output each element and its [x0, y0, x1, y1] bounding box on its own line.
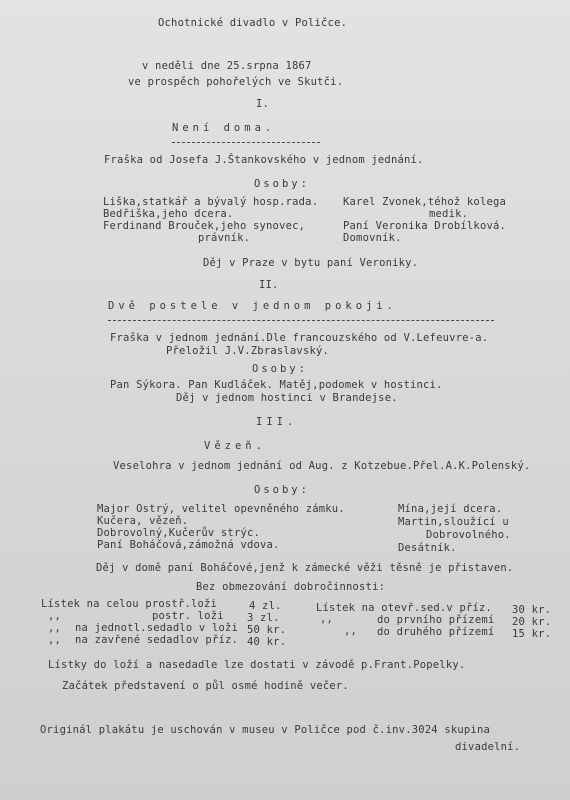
play3-cast-left-2: Dobrovolný,Kučerův strýc.	[97, 527, 261, 539]
price-left-value-3: 40 kr.	[247, 636, 287, 648]
play2-setting: Děj v jednom hostinci v Brandejse.	[176, 392, 398, 404]
play1-cast-left-1: Bedřiška,jeho dcera.	[103, 208, 234, 220]
play1-title: Není doma.	[172, 122, 276, 134]
play1-title-rule	[172, 142, 320, 143]
play1-cast-left-2: Ferdinand Brouček,jeho synovec,	[103, 220, 306, 232]
price-right-value-1: 20 kr.	[512, 616, 552, 628]
price-left-label-0: Lístek na celou prostř.loži	[41, 598, 218, 610]
play1-description: Fraška od Josefa J.Štankovského v jednom jednání.	[104, 154, 424, 166]
prices-heading: Bez obmezování dobročinnosti:	[196, 581, 386, 593]
price-left-label-2: na jednotl.sedadlo v loži	[75, 622, 239, 634]
play3-numeral: III.	[256, 416, 298, 428]
play3-cast-right-3: Desátník.	[398, 542, 457, 554]
price-right-label-0: Lístek na otevř.sed.v příz.	[316, 602, 493, 614]
archive-note-line2: divadelní.	[455, 741, 521, 753]
tickets-note: Lístky do loží a nasedadle lze dostati v závodě p.Frant.Popelky.	[48, 659, 466, 671]
price-left-label-1: postr. loži	[152, 610, 224, 622]
play2-numeral: II.	[259, 279, 279, 291]
play2-title-rule	[108, 320, 494, 321]
play1-numeral: I.	[256, 98, 270, 110]
play1-cast-right-1: medik.	[429, 208, 469, 220]
play3-setting: Děj v domě paní Boháčové,jenž k zámecké věži těsně je přistaven.	[96, 562, 514, 574]
ditto-mark-3: ,,	[48, 634, 62, 646]
play3-cast-right-0: Mína,její dcera.	[398, 503, 503, 515]
play3-cast-left-3: Paní Boháčová,zámožná vdova.	[97, 539, 280, 551]
ditto-mark-2: ,,	[48, 622, 62, 634]
theatre-title: Ochotnické divadlo v Poličce.	[158, 17, 348, 29]
play1-cast-left-3: právník.	[198, 232, 251, 244]
play3-cast-left-1: Kučera, vězeň.	[97, 515, 189, 527]
start-note: Začátek představení o půl osmé hodině večer.	[62, 680, 349, 692]
price-right-value-0: 30 kr.	[512, 604, 552, 616]
benefit-line: ve prospěch pohořelých ve Skutči.	[128, 76, 344, 88]
play1-cast-left-0: Liška,statkář a bývalý hosp.rada.	[103, 196, 319, 208]
play3-cast-right-2: Dobrovolného.	[426, 529, 511, 541]
play1-cast-right-0: Karel Zvonek,téhož kolega	[343, 196, 507, 208]
play1-cast-heading: Osoby:	[254, 178, 310, 190]
play3-cast-right-1: Martin,sloužící u	[398, 516, 509, 528]
ditto-mark-5: ,,	[344, 625, 358, 637]
play3-title: Vězeň.	[204, 440, 266, 452]
price-right-label-2: do druhého přízemí	[377, 626, 495, 638]
performance-date: v neděli dne 25.srpna 1867	[142, 60, 312, 72]
price-left-value-1: 3 zl.	[247, 612, 280, 624]
play2-translator: Přeložil J.V.Zbraslavský.	[166, 345, 330, 357]
play2-description: Fraška v jednom jednání.Dle francouzského od V.Lefeuvre-a.	[110, 332, 489, 344]
price-right-label-1: do prvního přízemí	[377, 614, 495, 626]
play2-title: Dvě postele v jednom pokoji.	[108, 300, 398, 312]
play2-cast: Pan Sýkora. Pan Kudláček. Matěj,podomek v hostinci.	[110, 379, 443, 391]
archive-note-line1: Originál plakátu je uschován v museu v Poličce pod č.inv.3024 skupina	[40, 724, 490, 736]
play3-cast-heading: Osoby:	[254, 484, 310, 496]
play1-setting: Děj v Praze v bytu paní Veroniky.	[203, 257, 419, 269]
play1-cast-right-3: Domovník.	[343, 232, 402, 244]
price-left-value-2: 50 kr.	[247, 624, 287, 636]
ditto-mark-4: ,,	[320, 613, 334, 625]
price-right-value-2: 15 kr.	[512, 628, 552, 640]
play3-description: Veselohra v jednom jednání od Aug. z Kotzebue.Přel.A.K.Polenský.	[113, 460, 531, 472]
play2-cast-heading: Osoby:	[252, 363, 308, 375]
price-left-label-3: na zavřené sedadlov příz.	[75, 634, 239, 646]
play1-cast-right-2: Paní Veronika Drobílková.	[343, 220, 507, 232]
ditto-mark-1: ,,	[48, 610, 62, 622]
price-left-value-0: 4 zl.	[249, 600, 282, 612]
play3-cast-left-0: Major Ostrý, velitel opevněného zámku.	[97, 503, 345, 515]
